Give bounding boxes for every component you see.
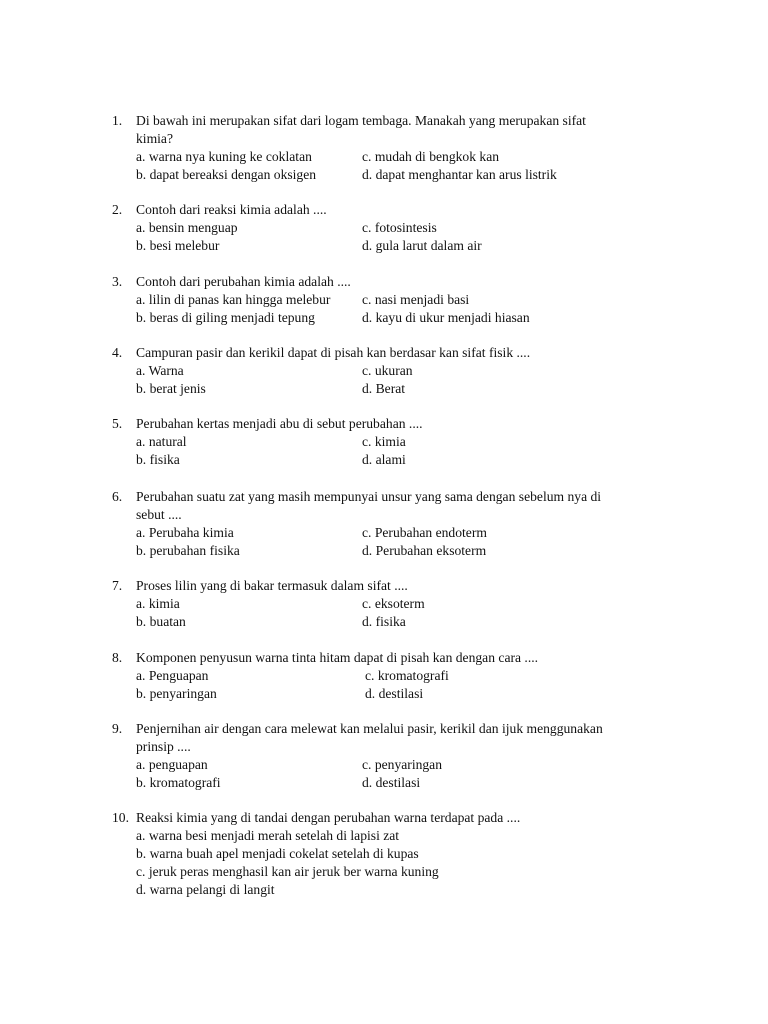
option-d[interactable]: d. gula larut dalam air [362, 238, 482, 253]
option-a[interactable]: a. penguapan [136, 757, 208, 772]
option-a[interactable]: a. Warna [136, 363, 184, 378]
option-d[interactable]: d. destilasi [362, 775, 421, 790]
question-number: 6. [112, 489, 123, 504]
question-number: 7. [112, 578, 123, 593]
option-b[interactable]: b. warna buah apel menjadi cokelat setelah di kupas [136, 846, 419, 861]
question-text: Perubahan kertas menjadi abu di sebut perubahan .... [136, 416, 423, 431]
option-c[interactable]: c. mudah di bengkok kan [362, 149, 500, 164]
option-c[interactable]: c. fotosintesis [362, 220, 437, 235]
option-row [136, 362, 672, 380]
option-a[interactable]: a. warna besi menjadi merah setelah di lapisi zat [136, 828, 400, 843]
option-row [136, 613, 672, 631]
option-row [136, 667, 672, 685]
option-c[interactable]: c. Perubahan endoterm [362, 525, 487, 540]
option-row [136, 148, 672, 166]
option-row [136, 166, 672, 184]
option-row [136, 524, 672, 542]
question-number: 10. [112, 810, 129, 825]
question-1 [112, 112, 672, 184]
option-b[interactable]: b. berat jenis [136, 381, 206, 396]
question-number: 4. [112, 345, 123, 360]
option-row [136, 291, 672, 309]
option-d[interactable]: d. dapat menghantar kan arus listrik [362, 167, 557, 182]
option-c[interactable]: c. kimia [362, 434, 406, 449]
option-b[interactable]: b. fisika [136, 452, 180, 467]
option-row [136, 542, 672, 560]
question-number: 2. [112, 202, 123, 217]
question-2 [112, 201, 672, 255]
question-text: Contoh dari perubahan kimia adalah .... [136, 274, 351, 289]
question-text: Proses lilin yang di bakar termasuk dalam sifat .... [136, 578, 408, 593]
option-b[interactable]: b. beras di giling menjadi tepung [136, 310, 315, 325]
question-text: Komponen penyusun warna tinta hitam dapat di pisah kan dengan cara .... [136, 650, 539, 665]
option-c[interactable]: c. penyaringan [362, 757, 443, 772]
option-c[interactable]: c. nasi menjadi basi [362, 292, 470, 307]
option-row [136, 774, 672, 792]
question-text: Reaksi kimia yang di tandai dengan perubahan warna terdapat pada .... [136, 810, 521, 825]
question-number: 9. [112, 721, 123, 736]
option-c[interactable]: c. kromatografi [365, 668, 449, 683]
option-row [136, 219, 672, 237]
question-8 [112, 649, 672, 703]
option-b[interactable]: b. kromatografi [136, 775, 221, 790]
question-number: 8. [112, 650, 123, 665]
option-a[interactable]: a. warna nya kuning ke coklatan [136, 149, 312, 164]
question-number: 5. [112, 416, 123, 431]
question-9 [112, 720, 672, 792]
option-d[interactable]: d. warna pelangi di langit [136, 882, 275, 897]
option-row [136, 433, 672, 451]
option-d[interactable]: d. Berat [362, 381, 406, 396]
option-row [136, 237, 672, 255]
option-b[interactable]: b. dapat bereaksi dengan oksigen [136, 167, 317, 182]
option-row [136, 380, 672, 398]
option-d[interactable]: d. kayu di ukur menjadi hiasan [362, 310, 530, 325]
question-5 [112, 415, 672, 469]
question-3 [112, 273, 672, 327]
option-a[interactable]: a. natural [136, 434, 187, 449]
option-c[interactable]: c. eksoterm [362, 596, 425, 611]
question-number: 1. [112, 113, 123, 128]
option-c[interactable]: c. jeruk peras menghasil kan air jeruk ber warna kuning [136, 864, 439, 879]
option-d[interactable]: d. Perubahan eksoterm [362, 543, 487, 558]
question-text: Di bawah ini merupakan sifat dari logam tembaga. Manakah yang merupakan sifat kimia? [136, 113, 586, 146]
question-text: Campuran pasir dan kerikil dapat di pisah kan berdasar kan sifat fisik .... [136, 345, 531, 360]
option-a[interactable]: a. lilin di panas kan hingga melebur [136, 292, 331, 307]
option-row [136, 451, 672, 469]
option-a[interactable]: a. kimia [136, 596, 180, 611]
option-a[interactable]: a. bensin menguap [136, 220, 238, 235]
option-b[interactable]: b. besi melebur [136, 238, 220, 253]
question-10 [112, 809, 672, 899]
question-7 [112, 577, 672, 631]
question-6 [112, 488, 672, 560]
option-row [136, 309, 672, 327]
question-4 [112, 344, 672, 398]
option-b[interactable]: b. perubahan fisika [136, 543, 240, 558]
option-b[interactable]: b. penyaringan [136, 686, 217, 701]
question-text: Perubahan suatu zat yang masih mempunyai unsur yang sama dengan sebelum nya di sebut .... [136, 489, 602, 522]
option-a[interactable]: a. Perubaha kimia [136, 525, 234, 540]
option-row [136, 595, 672, 613]
question-text: Contoh dari reaksi kimia adalah .... [136, 202, 327, 217]
option-c[interactable]: c. ukuran [362, 363, 413, 378]
option-row [136, 756, 672, 774]
option-d[interactable]: d. destilasi [365, 686, 424, 701]
option-a[interactable]: a. Penguapan [136, 668, 209, 683]
option-row [136, 685, 672, 703]
option-d[interactable]: d. fisika [362, 614, 406, 629]
question-number: 3. [112, 274, 123, 289]
option-d[interactable]: d. alami [362, 452, 406, 467]
question-text: Penjernihan air dengan cara melewat kan melalui pasir, kerikil dan ijuk menggunakan prinsip .... [136, 721, 603, 754]
option-b[interactable]: b. buatan [136, 614, 186, 629]
